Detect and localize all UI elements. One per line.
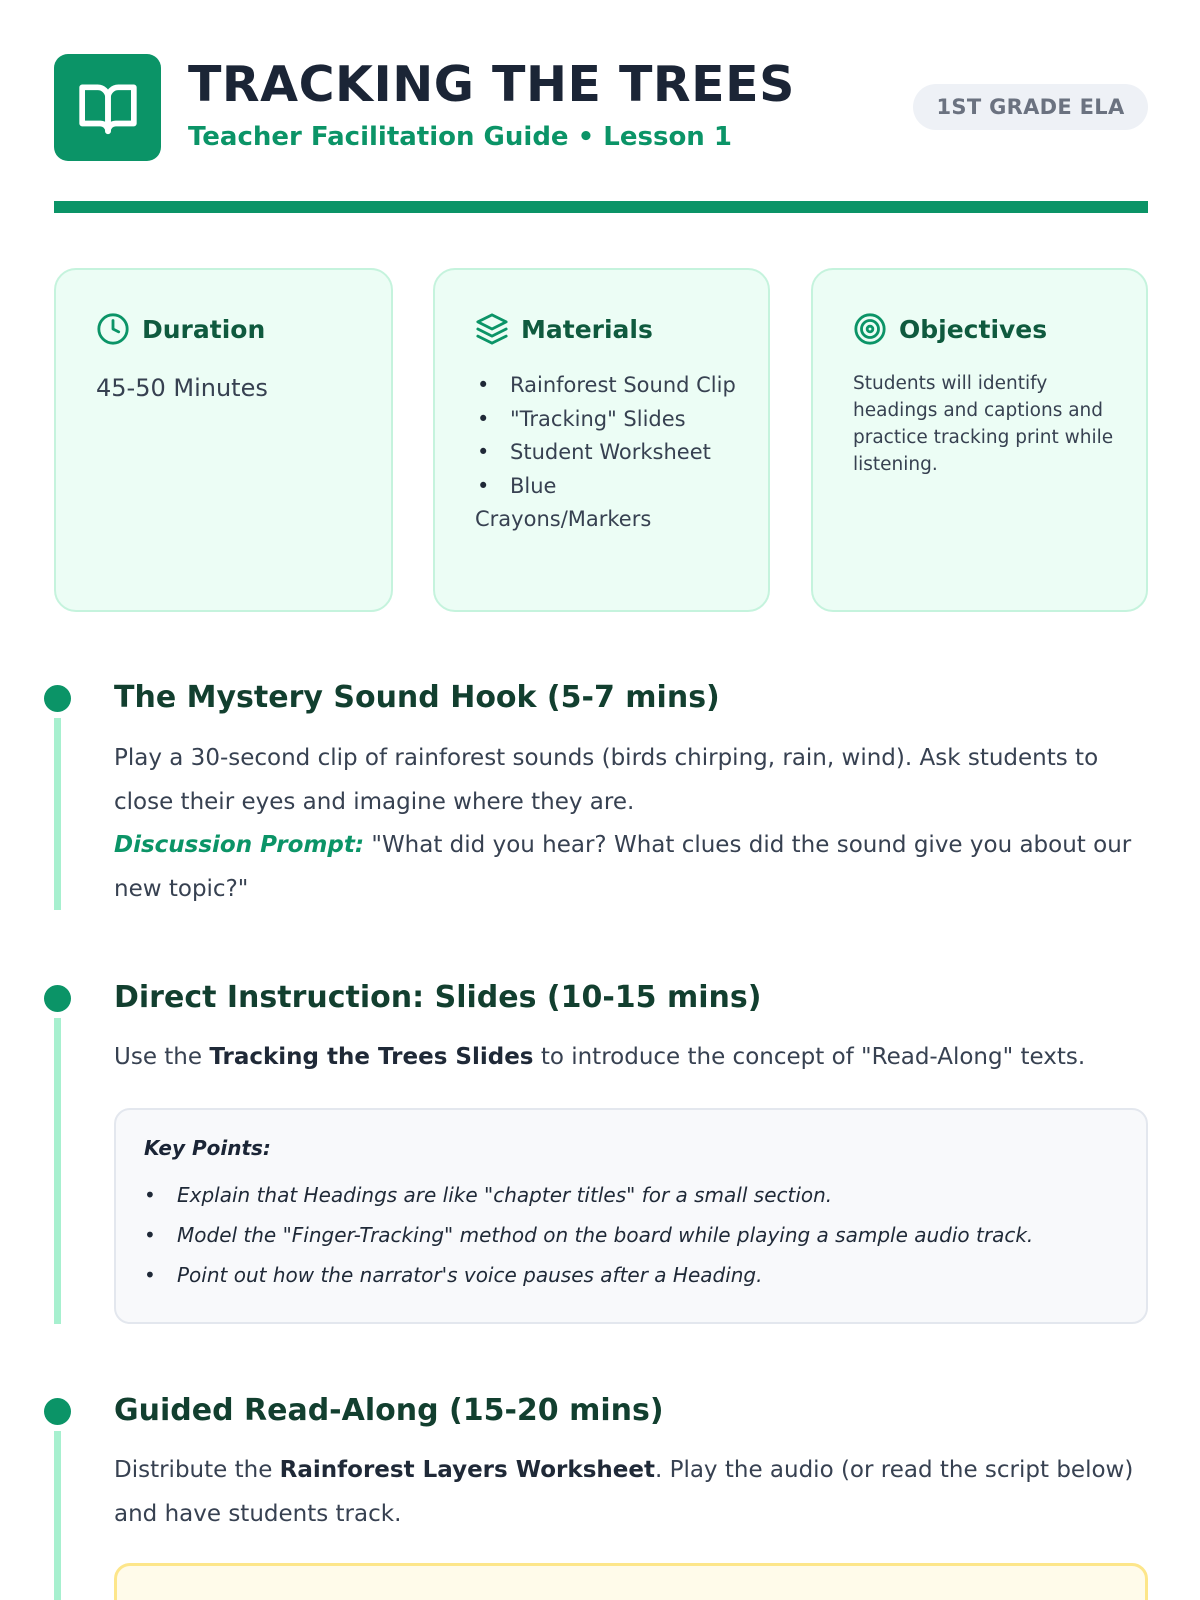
target-icon [853,312,887,346]
timeline-dot [44,685,71,712]
list-item: • Model the "Finger-Tracking" method on the board while playing a sample audio track. [144,1215,1124,1255]
logo-tile [54,54,161,161]
discussion-prompt-label: Discussion Prompt: [114,832,365,858]
guided-body-pre: Distribute the [114,1457,273,1483]
section-title-hook: The Mystery Sound Hook (5-7 mins) [114,680,720,715]
direct-body-pre: Use the [114,1044,203,1070]
key-points-box [114,1108,1148,1324]
section-title-guided: Guided Read-Along (15-20 mins) [114,1393,664,1428]
list-item: • "Tracking" Slides [475,403,737,437]
objectives-title: Objectives [899,314,1048,344]
lesson-header [54,54,1148,162]
page-subtitle: Teacher Facilitation Guide • Lesson 1 [188,122,732,152]
read-along-script-box [114,1563,1148,1600]
worksheet-name: Rainforest Layers Worksheet [279,1457,655,1483]
open-book-icon [77,77,139,139]
duration-value: 45-50 Minutes [96,374,268,402]
timeline-dot [44,1398,71,1425]
list-item: • Rainforest Sound Clip [475,369,737,403]
list-item: • Blue Crayons/Markers [475,470,737,537]
section-title-direct: Direct Instruction: Slides (10-15 mins) [114,980,762,1015]
materials-title: Materials [521,314,653,344]
duration-card-header [96,312,265,346]
grade-badge: 1ST GRADE ELA [913,84,1148,130]
list-item: • Student Worksheet [475,436,737,470]
materials-card-header [475,312,653,346]
section-body-direct [114,1036,1150,1080]
list-item: • Explain that Headings are like "chapter titles" for a small section. [144,1175,1124,1215]
clock-icon [96,312,130,346]
key-points-list [144,1175,1124,1295]
section-body-hook [114,737,1150,911]
page-title: TRACKING THE TREES [188,56,795,113]
timeline-line [54,1431,61,1600]
list-item: • Point out how the narrator's voice pauses after a Heading. [144,1255,1124,1295]
section-body-guided [114,1449,1150,1536]
duration-card [54,268,393,612]
timeline-line [54,1018,61,1324]
discussion-prompt-text: "What did you hear? What clues did the sound give you about our new topic?" [114,832,1132,902]
objectives-text: Students will identify headings and captions and practice tracking print while listening. [853,373,1114,475]
duration-title: Duration [142,314,266,344]
direct-body-post: to introduce the concept of "Read-Along" texts. [540,1044,1086,1070]
materials-card [433,268,770,612]
guided-body-post: . Play the audio (or read the script below) and have students track. [114,1457,1134,1527]
hook-body-text: Play a 30-second clip of rainforest sounds (birds chirping, rain, wind). Ask students to close their eyes and imagine where they are. [114,745,1099,815]
layers-icon [475,312,509,346]
timeline-dot [44,985,71,1012]
objectives-card [811,268,1148,612]
header-divider [54,201,1148,213]
materials-list [475,369,737,537]
timeline-line [54,718,61,910]
slides-name: Tracking the Trees Slides [209,1044,534,1070]
objectives-card-header [853,312,1047,346]
key-points-title: Key Points: [144,1136,271,1160]
